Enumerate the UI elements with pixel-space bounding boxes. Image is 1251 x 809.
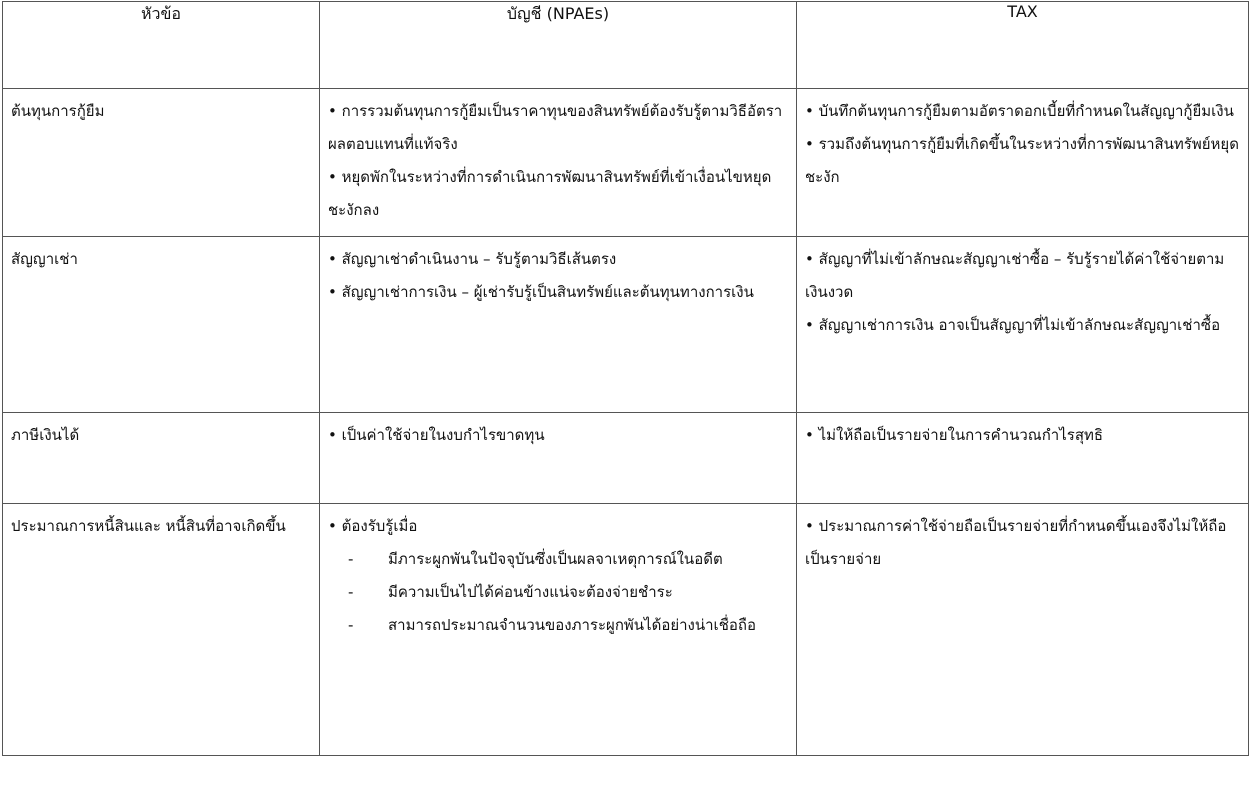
sub-point-text: มีภาระผูกพันในปัจจุบันซึ่งเป็นผลจาเหตุการณ์ในอดีต xyxy=(388,550,723,568)
header-tax: TAX xyxy=(797,2,1249,89)
tax-point: • รวมถึงต้นทุนการกู้ยืมที่เกิดขึ้นในระหว่างที่การพัฒนาสินทรัพย์หยุดชะงัก xyxy=(805,135,1239,186)
npaes-point: • เป็นค่าใช้จ่ายในงบกำไรขาดทุน xyxy=(328,426,545,444)
comparison-table xyxy=(2,1,1249,756)
tax-point: • สัญญาเช่าการเงิน อาจเป็นสัญญาที่ไม่เข้าลักษณะสัญญาเช่าซื้อ xyxy=(805,316,1221,334)
table-row xyxy=(3,237,1249,413)
dash-bullet: - xyxy=(348,616,354,634)
header-row xyxy=(3,2,1249,89)
npaes-point: • หยุดพักในระหว่างที่การดำเนินการพัฒนาสินทรัพย์ที่เข้าเงื่อนไขหยุดชะงักลง xyxy=(328,168,772,219)
tax-point: • บันทึกต้นทุนการกู้ยืมตามอัตราดอกเบี้ยที่กำหนดในสัญญากู้ยืมเงิน xyxy=(805,102,1234,120)
dash-bullet: - xyxy=(348,583,354,601)
npaes-sub-point xyxy=(328,576,788,609)
row-topic: สัญญาเช่า xyxy=(11,250,78,268)
npaes-point: • การรวมต้นทุนการกู้ยืมเป็นราคาทุนของสินทรัพย์ต้องรับรู้ตามวิธีอัตราผลตอบแทนที่แท้จริง xyxy=(328,102,783,153)
npaes-sub-point xyxy=(328,543,788,576)
tax-point: • สัญญาที่ไม่เข้าลักษณะสัญญาเช่าซื้อ – รับรู้รายได้ค่าใช้จ่ายตามเงินงวด xyxy=(805,250,1225,301)
row-topic: ภาษีเงินได้ xyxy=(11,426,80,444)
row-topic: ต้นทุนการกู้ยืม xyxy=(11,102,105,120)
npaes-sub-point xyxy=(328,609,788,642)
header-npaes: บัญชี (NPAEs) xyxy=(320,2,797,89)
table-row xyxy=(3,89,1249,237)
sub-point-text: มีความเป็นไปได้ค่อนข้างแน่จะต้องจ่ายชำระ xyxy=(388,583,673,601)
sub-point-text: สามารถประมาณจำนวนของภาระผูกพันได้อย่างน่าเชื่อถือ xyxy=(388,616,756,634)
tax-point: • ประมาณการค่าใช้จ่ายถือเป็นรายจ่ายที่กำหนดขึ้นเองจึงไม่ให้ถือเป็นรายจ่าย xyxy=(805,517,1227,568)
row-topic: ประมาณการหนี้สินและ หนี้สินที่อาจเกิดขึ้น xyxy=(11,517,286,535)
tax-point: • ไม่ให้ถือเป็นรายจ่ายในการคำนวณกำไรสุทธิ xyxy=(805,426,1104,444)
npaes-point: • สัญญาเช่าดำเนินงาน – รับรู้ตามวิธีเส้นตรง xyxy=(328,250,617,268)
dash-bullet: - xyxy=(348,550,354,568)
npaes-point: • สัญญาเช่าการเงิน – ผู้เช่ารับรู้เป็นสินทรัพย์และต้นทุนทางการเงิน xyxy=(328,283,754,301)
npaes-point: • ต้องรับรู้เมื่อ xyxy=(328,517,418,535)
table-row xyxy=(3,504,1249,756)
table-row xyxy=(3,413,1249,504)
header-topic: หัวข้อ xyxy=(3,2,320,89)
